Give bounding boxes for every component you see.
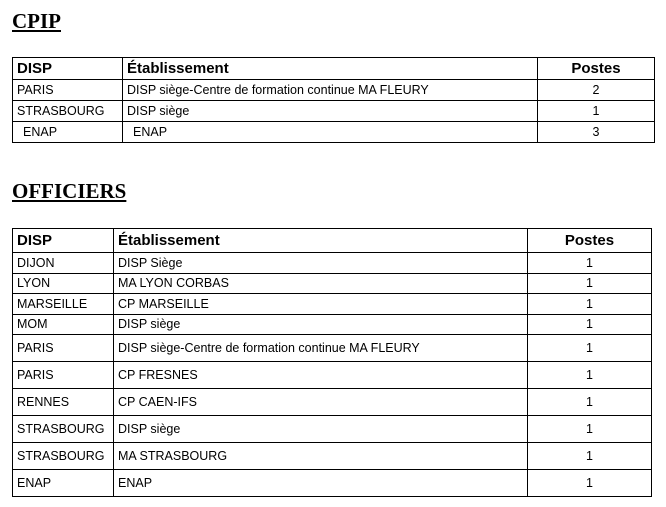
cell-etablissement: DISP siège: [123, 101, 538, 122]
table-row: [13, 122, 655, 143]
cell-disp: ENAP: [13, 470, 114, 497]
cell-disp: RENNES: [13, 389, 114, 416]
officiers-table: [12, 228, 652, 497]
cell-postes: 1: [528, 470, 652, 497]
table-row: [13, 80, 655, 101]
table-header-row: [13, 58, 655, 80]
cell-postes: 3: [538, 122, 655, 143]
column-header-disp: DISP: [13, 229, 114, 253]
cell-postes: 1: [528, 253, 652, 274]
cell-etablissement: DISP siège: [114, 314, 528, 335]
column-header-etablissement: Établissement: [123, 58, 538, 80]
table-row: [13, 273, 652, 294]
cpip-section-title: CPIP: [12, 9, 61, 33]
cell-postes: 1: [528, 314, 652, 335]
cell-postes: 1: [528, 273, 652, 294]
cell-disp: LYON: [13, 273, 114, 294]
cell-postes: 1: [538, 101, 655, 122]
cell-postes: 2: [538, 80, 655, 101]
cell-etablissement: DISP siège: [114, 416, 528, 443]
column-header-postes: Postes: [538, 58, 655, 80]
officiers-section-title: OFFICIERS: [12, 179, 127, 203]
cell-etablissement: CP MARSEILLE: [114, 294, 528, 315]
cell-postes: 1: [528, 416, 652, 443]
cell-disp: STRASBOURG: [13, 443, 114, 470]
table-row: [13, 470, 652, 497]
cell-disp: PARIS: [13, 335, 114, 362]
cell-disp: DIJON: [13, 253, 114, 274]
cell-postes: 1: [528, 294, 652, 315]
cell-disp: MARSEILLE: [13, 294, 114, 315]
table-row: [13, 443, 652, 470]
cell-postes: 1: [528, 443, 652, 470]
table-row: [13, 335, 652, 362]
column-header-disp: DISP: [13, 58, 123, 80]
column-header-etablissement: Établissement: [114, 229, 528, 253]
table-row: [13, 253, 652, 274]
cell-disp: ENAP: [13, 122, 123, 143]
cell-etablissement: ENAP: [114, 470, 528, 497]
cell-etablissement: MA LYON CORBAS: [114, 273, 528, 294]
cell-etablissement: CP FRESNES: [114, 362, 528, 389]
cell-disp: STRASBOURG: [13, 416, 114, 443]
cell-etablissement: DISP siège-Centre de formation continue MA FLEURY: [114, 335, 528, 362]
table-row: [13, 294, 652, 315]
cell-disp: PARIS: [13, 80, 123, 101]
cell-postes: 1: [528, 362, 652, 389]
table-header-row: [13, 229, 652, 253]
cell-postes: 1: [528, 335, 652, 362]
cpip-table: [12, 57, 655, 143]
cell-etablissement: ENAP: [123, 122, 538, 143]
table-row: [13, 416, 652, 443]
cell-etablissement: MA STRASBOURG: [114, 443, 528, 470]
column-header-postes: Postes: [528, 229, 652, 253]
table-row: [13, 101, 655, 122]
cell-disp: MOM: [13, 314, 114, 335]
cell-disp: PARIS: [13, 362, 114, 389]
cell-etablissement: DISP Siège: [114, 253, 528, 274]
cell-etablissement: CP CAEN-IFS: [114, 389, 528, 416]
cell-disp: STRASBOURG: [13, 101, 123, 122]
table-row: [13, 362, 652, 389]
cell-etablissement: DISP siège-Centre de formation continue MA FLEURY: [123, 80, 538, 101]
table-row: [13, 389, 652, 416]
cell-postes: 1: [528, 389, 652, 416]
table-row: [13, 314, 652, 335]
